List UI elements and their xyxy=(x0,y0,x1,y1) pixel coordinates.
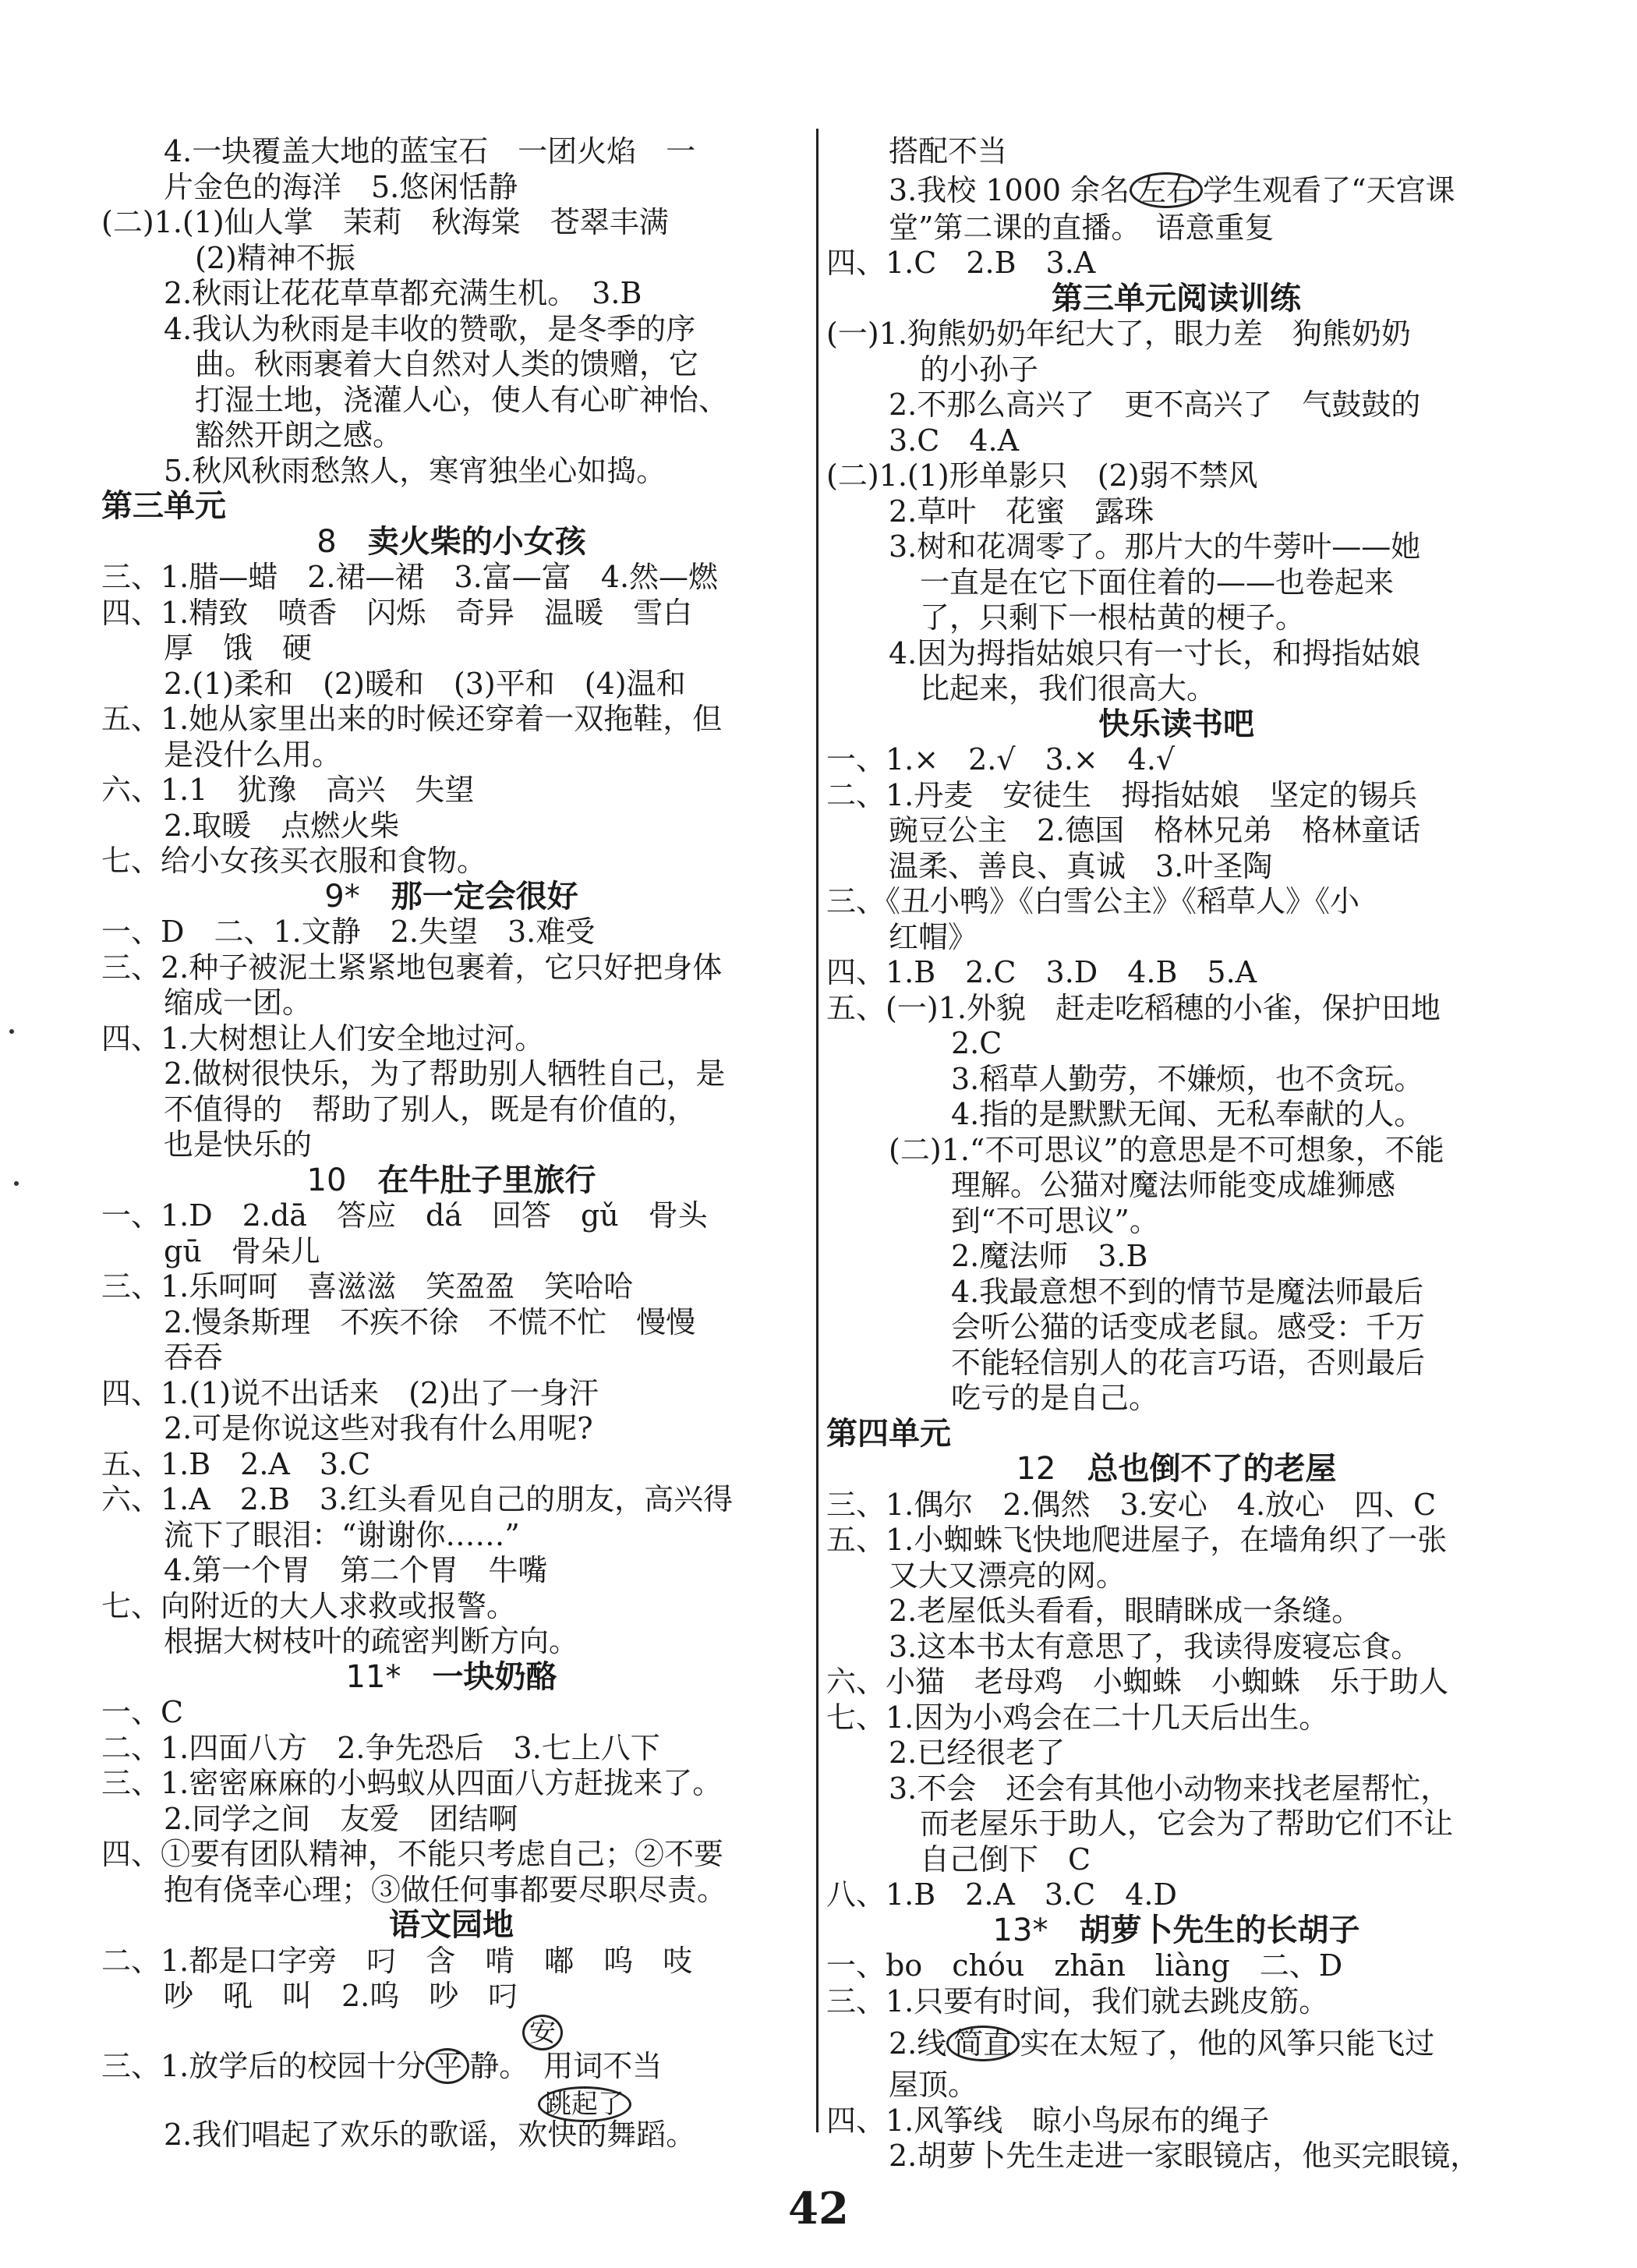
lesson-title xyxy=(101,1163,801,1199)
answer-line: 屋顶。 xyxy=(889,2068,978,2102)
answer-line: 根据大树枝叶的疏密判断方向。 xyxy=(164,1624,579,1658)
lesson-title-text: 在牛肚子里旅行 xyxy=(377,1162,596,1198)
lesson-number: 9* xyxy=(324,879,360,915)
answer-line: 2.(1)柔和 (2)暖和 (3)平和 (4)温和 xyxy=(164,666,686,701)
answer-text: 3.我校 1000 余名 xyxy=(889,172,1130,207)
answer-line: 三、1.乐呵呵 喜滋滋 笑盈盈 笑哈哈 xyxy=(101,1269,634,1304)
answer-line: 2.做树很快乐，为了帮助别人牺牲自己，是 xyxy=(164,1056,726,1091)
answer-line: 5.秋风秋雨愁煞人，寒宵独坐心如捣。 xyxy=(164,453,666,488)
answer-line: 堂”第二课的直播。 语意重复 xyxy=(889,210,1275,245)
answer-text: 静。 用词不当 xyxy=(469,2048,663,2083)
answer-text: 三、1.放学后的校园十分 xyxy=(101,2048,426,2083)
answer-line: 温柔、善良、真诚 3.叶圣陶 xyxy=(889,848,1273,883)
answer-line: 四、1.(1)说不出话来 (2)出了一身汗 xyxy=(101,1375,599,1410)
answer-line: 六、小猫 老母鸡 小蜘蛛 小蜘蛛 乐于助人 xyxy=(826,1665,1449,1699)
answer-line: 3.C 4.A xyxy=(889,423,1020,458)
answer-line: 比起来，我们很高大。 xyxy=(920,671,1217,706)
lesson-title-text: 第三单元阅读训练 xyxy=(1052,281,1301,317)
answer-line: 一、C xyxy=(101,1695,184,1729)
lesson-title xyxy=(101,1908,801,1944)
answer-line: 四、1.B 2.C 3.D 4.B 5.A xyxy=(826,955,1257,989)
answer-line: 4.第一个胃 第二个胃 牛嘴 xyxy=(164,1553,548,1587)
answer-line: 四、1.大树想让人们安全地过河。 xyxy=(101,1021,545,1056)
lesson-number: 13* xyxy=(992,1912,1048,1948)
lesson-title-text: 卖火柴的小女孩 xyxy=(367,524,586,560)
answer-line: 豁然开朗之感。 xyxy=(195,418,403,452)
lesson-number: 11* xyxy=(345,1659,401,1695)
answer-line: 又大又漂亮的网。 xyxy=(889,1558,1126,1593)
answer-line: 4.指的是默默无闻、无私奉献的人。 xyxy=(951,1097,1424,1131)
answer-line: 4.因为拇指姑娘只有一寸长，和拇指姑娘 xyxy=(889,635,1421,670)
answer-line: 红帽》 xyxy=(889,919,978,954)
answer-line: 三、1.腊—蜡 2.裙—裙 3.富—富 4.然—燃 xyxy=(101,560,719,594)
answer-line xyxy=(101,2046,801,2086)
answer-line: 2.已经很老了 xyxy=(889,1735,1066,1770)
correction-mark: 安 xyxy=(522,2015,563,2050)
lesson-title-text: 总也倒不了的老屋 xyxy=(1087,1452,1337,1487)
answer-line: 四、①要有团队精神，不能只考虑自己；②不要 xyxy=(101,1837,724,1871)
answer-line: 到“不可思议”。 xyxy=(951,1203,1159,1238)
answer-line: 自己倒下 C xyxy=(920,1842,1091,1877)
answer-line: 而老屋乐于助人，它会为了帮助它们不让 xyxy=(920,1806,1454,1841)
answer-text: 2.线 xyxy=(889,2026,947,2061)
left-column xyxy=(101,134,801,2153)
answer-line: 片金色的海洋 5.悠闲恬静 xyxy=(164,169,518,204)
answer-line xyxy=(826,170,1526,211)
answer-line: 三、1.偶尔 2.偶然 3.安心 4.放心 四、C xyxy=(826,1487,1437,1522)
answer-line: 理解。公猫对魔法师能变成雄狮感 xyxy=(951,1168,1396,1202)
answer-text: 学生观看了“天宫课 xyxy=(1203,172,1455,207)
answer-line: 一、bo chóu zhān liàng 二、D xyxy=(826,1948,1343,1983)
answer-line: 六、1.1 犹豫 高兴 失望 xyxy=(101,773,475,807)
lesson-title xyxy=(101,879,801,915)
answer-line: 五、1.B 2.A 3.C xyxy=(101,1446,371,1481)
answer-line: 2.取暖 点燃火柴 xyxy=(164,808,400,843)
answer-line: 2.C xyxy=(951,1026,1002,1060)
lesson-title xyxy=(826,707,1526,743)
scan-speck xyxy=(9,1029,14,1034)
answer-line: (二)1.(1)仙人掌 茉莉 秋海棠 苍翠丰满 xyxy=(101,205,669,239)
answer-line: 2.慢条斯理 不疾不徐 不慌不忙 慢慢 xyxy=(164,1304,696,1339)
circled-word: 平 xyxy=(426,2048,469,2084)
answer-line: (二)1.“不可思议”的意思是不可想象，不能 xyxy=(889,1132,1444,1167)
answer-line: 二、1.四面八方 2.争先恐后 3.七上八下 xyxy=(101,1730,660,1765)
lesson-title-text: 语文园地 xyxy=(389,1908,514,1943)
lesson-title-text: 那一定会很好 xyxy=(391,879,578,915)
answer-line: 也是快乐的 xyxy=(164,1127,313,1162)
answer-line: 2.老屋低头看看，眼睛眯成一条缝。 xyxy=(889,1594,1362,1628)
answer-line: 三、1.密密麻麻的小蚂蚁从四面八方赶拢来了。 xyxy=(101,1766,723,1800)
unit-heading: 第四单元 xyxy=(826,1416,951,1452)
right-column xyxy=(826,134,1526,2174)
lesson-title xyxy=(826,1452,1526,1488)
answer-line: 二、1.丹麦 安徒生 拇指姑娘 坚定的锡兵 xyxy=(826,777,1418,812)
answer-line: (2)精神不振 xyxy=(195,240,355,275)
answer-line: 一直是在它下面住着的——也卷起来 xyxy=(920,564,1395,600)
answer-line: 吵 吼 叫 2.呜 吵 叼 xyxy=(164,1979,518,2013)
answer-line: 八、1.B 2.A 3.C 4.D xyxy=(826,1877,1177,1912)
answer-line: 2.秋雨让花花草草都充满生机。 3.B xyxy=(164,276,642,310)
page-number: 42 xyxy=(788,2183,849,2234)
answer-line: 2.我们唱起了欢乐的歌谣，欢快的舞蹈。 xyxy=(164,2117,696,2152)
lesson-title-text: 胡萝卜先生的长胡子 xyxy=(1079,1912,1360,1948)
circled-word: 简直 xyxy=(946,2026,1020,2061)
unit-heading: 第三单元 xyxy=(101,489,226,524)
answer-line: 流下了眼泪：“谢谢你……” xyxy=(164,1517,520,1552)
answer-line: 2.同学之间 友爱 团结啊 xyxy=(164,1801,518,1836)
lesson-number: 12 xyxy=(1016,1452,1056,1487)
answer-line: (一)1.狗熊奶奶年纪大了，眼力差 狗熊奶奶 xyxy=(826,317,1411,351)
answer-line: 会听公猫的话变成老鼠。感受：千万 xyxy=(951,1310,1426,1344)
answer-line: 六、1.A 2.B 3.红头看见自己的朋友，高兴得 xyxy=(101,1482,734,1516)
answer-line xyxy=(826,2019,1526,2068)
answer-line: 一、1.D 2.dā 答应 dá 回答 gǔ 骨头 xyxy=(101,1198,708,1233)
lesson-number: 10 xyxy=(306,1162,347,1198)
answer-line: 了，只剩下一根枯黄的梗子。 xyxy=(920,600,1306,635)
answer-line: 四、1.风筝线 晾小鸟尿布的绳子 xyxy=(826,2103,1270,2138)
answer-line: 3.树和花凋零了。那片大的牛蒡叶——她 xyxy=(889,529,1421,564)
answer-line: 2.不那么高兴了 更不高兴了 气鼓鼓的 xyxy=(889,387,1421,422)
answer-line: 3.稻草人勤劳，不嫌烦，也不贪玩。 xyxy=(951,1061,1424,1096)
answer-line: 搭配不当 xyxy=(889,134,1008,168)
answer-text: 实在太短了，他的风筝只能飞过 xyxy=(1020,2026,1435,2061)
lesson-title xyxy=(826,281,1526,317)
answer-line: 是没什么用。 xyxy=(164,737,342,772)
answer-line: 曲。秋雨裹着大自然对人类的馈赠，它 xyxy=(195,347,699,381)
lesson-title-text: 快乐读书吧 xyxy=(1098,706,1254,742)
answer-line: 的小孙子 xyxy=(920,352,1039,387)
lesson-title xyxy=(826,1913,1526,1949)
answer-line: 缩成一团。 xyxy=(164,985,313,1020)
answer-line: 3.不会 还会有其他小动物来找老屋帮忙， xyxy=(889,1771,1451,1806)
answer-line: 五、1.小蜘蛛飞快地爬进屋子，在墙角织了一张 xyxy=(826,1523,1448,1557)
scan-speck xyxy=(14,1181,19,1186)
answer-line: 2.可是你说这些对我有什么用呢? xyxy=(164,1411,593,1445)
answer-line: 2.魔法师 3.B xyxy=(951,1239,1148,1273)
answer-line: 不值得的 帮助了别人，既是有价值的， xyxy=(164,1092,698,1127)
answer-line: 厚 饿 硬 xyxy=(164,631,313,665)
answer-line: 不能轻信别人的花言巧语，否则最后 xyxy=(951,1345,1426,1380)
circled-word: 左右 xyxy=(1130,172,1203,208)
correction-note xyxy=(101,2086,801,2118)
answer-line: 一、D 二、1.文静 2.失望 3.难受 xyxy=(101,915,596,949)
answer-line: gū 骨朵儿 xyxy=(164,1233,320,1268)
correction-note xyxy=(101,2015,801,2046)
answer-line: 七、1.因为小鸡会在二十几天后出生。 xyxy=(826,1700,1329,1735)
answer-line: (二)1.(1)形单影只 (2)弱不禁风 xyxy=(826,458,1258,493)
answer-line: 五、(一)1.外貌 赶走吃稻穗的小雀，保护田地 xyxy=(826,990,1441,1025)
lesson-title xyxy=(101,1660,801,1696)
answer-line: 豌豆公主 2.德国 格林兄弟 格林童话 xyxy=(889,813,1421,847)
answer-line: 4.我认为秋雨是丰收的赞歌，是冬季的序 xyxy=(164,311,696,346)
answer-line: 三、1.只要有时间，我们就去跳皮筋。 xyxy=(826,1983,1329,2019)
lesson-number: 8 xyxy=(316,524,337,560)
correction-mark: 跳起了 xyxy=(538,2086,631,2122)
lesson-title-text: 一块奶酪 xyxy=(432,1659,557,1695)
column-divider xyxy=(816,129,818,2132)
answer-line: 五、1.她从家里出来的时候还穿着一双拖鞋，但 xyxy=(101,702,723,736)
answer-line: 4.我最意想不到的情节是魔法师最后 xyxy=(951,1274,1424,1309)
answer-line: 一、1.× 2.√ 3.× 4.√ xyxy=(826,742,1176,777)
answer-line: 2.胡萝卜先生走进一家眼镜店，他买完眼镜， xyxy=(889,2139,1480,2173)
answer-line: 吃亏的是自己。 xyxy=(951,1381,1159,1415)
answer-line: 四、1.C 2.B 3.A xyxy=(826,246,1096,280)
answer-line: 七、向附近的大人求救或报警。 xyxy=(101,1588,517,1623)
answer-line: 二、1.都是口字旁 叼 含 啃 嘟 呜 吱 xyxy=(101,1943,693,1978)
answer-line: 四、1.精致 喷香 闪烁 奇异 温暖 雪白 xyxy=(101,595,693,630)
answer-line: 2.草叶 花蜜 露珠 xyxy=(889,494,1154,529)
answer-line: 三、2.种子被泥土紧紧地包裹着，它只好把身体 xyxy=(101,950,723,985)
answer-line: 七、给小女孩买衣服和食物。 xyxy=(101,844,487,878)
answer-line: 打湿土地，浇灌人心，使人有心旷神怡、 xyxy=(195,382,729,417)
answer-line: 4.一块覆盖大地的蓝宝石 一团火焰 一 xyxy=(164,134,696,168)
lesson-title xyxy=(101,525,801,561)
answer-line: 抱有侥幸心理；③做任何事都要尽职尽责。 xyxy=(164,1872,727,1907)
answer-line: 3.这本书太有意思了，我读得废寝忘食。 xyxy=(889,1629,1421,1664)
answer-line: 三、《丑小鸭》《白雪公主》《稻草人》《小 xyxy=(826,884,1360,918)
answer-line: 吞吞 xyxy=(164,1340,224,1375)
